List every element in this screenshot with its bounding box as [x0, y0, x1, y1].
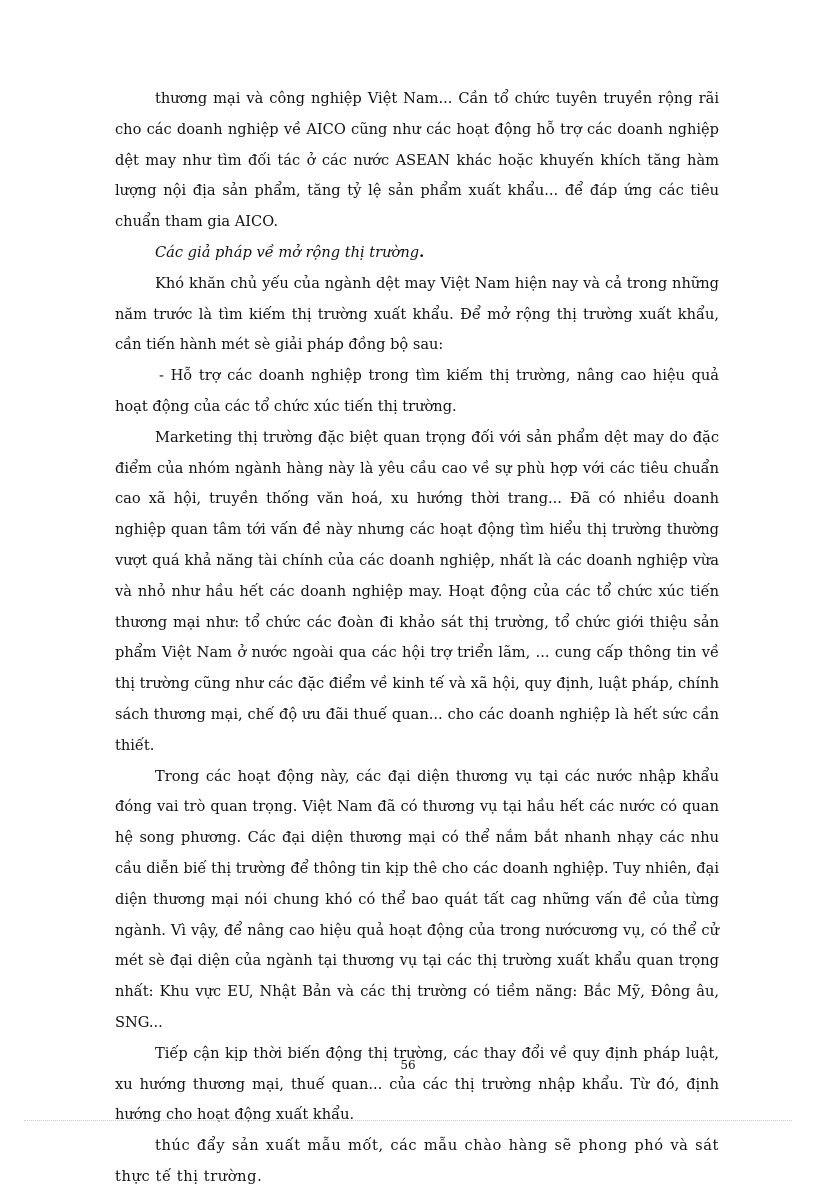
section-heading-dot: .	[419, 243, 425, 261]
section-heading-market-expansion	[115, 238, 719, 269]
paragraph-aico-promotion: thương mại và công nghiệp Việt Nam... Cần tổ chức tuyên truyền rộng rãi cho các doanh nghiệp về AICO cũng như các hoạt động hỗ trợ các doanh nghiệp dệt may như tìm đối tác ở các nước ASEAN khác hoặc khuyến khích tăng hàm lượng nội địa sản phẩm, tăng tỷ lệ sản phẩm xuất khẩu... để đáp ứng các tiêu chuẩn tham gia AICO.	[115, 90, 719, 231]
paragraph-bullet-support: - Hỗ trợ các doanh nghiệp trong tìm kiếm thị trường, nâng cao hiệu quả hoạt động của các tổ chức xúc tiến thị trường.	[115, 367, 719, 415]
paragraph-market-access: Tiếp cận kịp thời biến động thị trường, các thay đổi về quy định pháp luật, xu hướng thương mại, thuế quan... của các thị trường nhập khẩu. Từ đó, định hướng cho hoạt động xuất khẩu.	[115, 1044, 719, 1124]
paragraph-marketing: Marketing thị trường đặc biệt quan trọng đối với sản phẩm dệt may do đặc điểm của nhóm ngành hàng này là yêu cầu cao về sự phù hợp với các tiêu chuẩn cao xã hội, truyền thống văn hoá, xu hướng thời trang... Đã có nhiều doanh nghiệp quan tâm tới vấn đề này nhưng các hoạt động tìm hiểu thị trường thường vượt quá khả năng tài chính của các doanh nghiệp, nhất là các doanh nghiệp vừa và nhỏ như hầu hết các doanh nghiệp may. Hoạt động của các tổ chức xúc tiến thương mại như: tổ chức các đoàn đi khảo sát thị trường, tổ chức giới thiệu sản phẩm Việt Nam ở nước ngoài qua các hội trợ triển lãm, ... cung cấp thông tin về thị trường cũng như các đặc điểm về kinh tế và xã hội, quy định, luật pháp, chính sách thương mại, chế độ ưu đãi thuế quan... cho các doanh nghiệp là hết sức cần thiết.	[115, 428, 719, 754]
section-heading-text: Các giả pháp về mở rộng thị trường	[155, 243, 420, 261]
paragraph-export-difficulty: Khó khăn chủ yếu của ngành dệt may Việt Nam hiện nay và cả trong những năm trước là tìm kiếm thị trường xuất khẩu. Để mở rộng thị trường xuất khẩu, cần tiến hành mét sè giải pháp đồng bộ sau:	[115, 274, 719, 354]
paragraph-sample-production: thúc đẩy sản xuất mẫu mốt, các mẫu chào hàng sẽ phong phó và sát thực tế thị trường.	[115, 1137, 719, 1185]
page-bottom-divider	[24, 1120, 792, 1121]
page-body	[115, 84, 719, 1193]
page-number: 56	[400, 1058, 416, 1072]
paragraph-trade-representatives: Trong các hoạt động này, các đại diện thương vụ tại các nước nhập khẩu đóng vai trò quan trọng. Việt Nam đã có thương vụ tại hầu hết các nước có quan hệ song phương. Các đại diện thương mại có thể nắm bắt nhanh nhạy các nhu cầu diễn biế thị trường để thông tin kịp thê cho các doanh nghiệp. Tuy nhiên, đại diện thương mại nói chung khó có thể bao quát tất cag những vấn đề của từng ngành. Vì vậy, để nâng cao hiệu quả hoạt động của trong nướcương vụ, có thể cử mét sè đại diện của ngành tại thương vụ tại các thị trường xuất khẩu quan trọng nhất: Khu vực EU, Nhật Bản và các thị trường có tiềm năng: Bắc Mỹ, Đông âu, SNG...	[115, 767, 719, 1031]
